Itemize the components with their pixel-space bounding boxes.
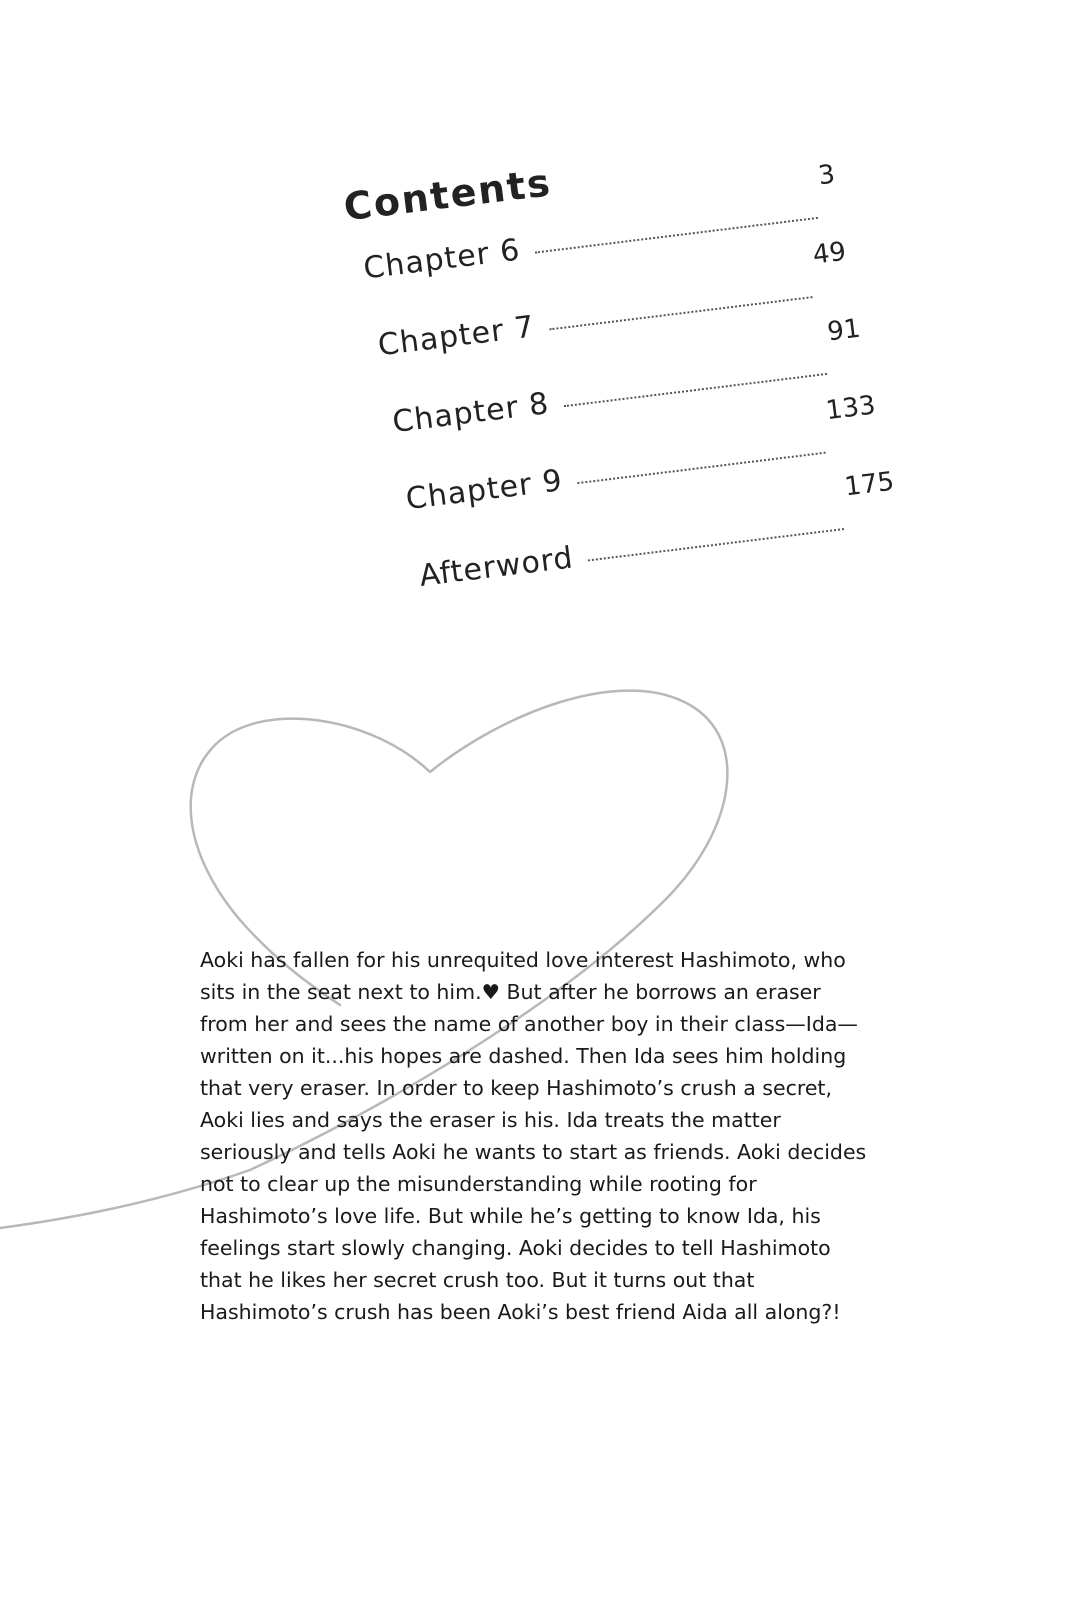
toc-dot-leader	[577, 452, 825, 484]
toc-dot-leader	[588, 528, 844, 561]
toc-entry-label: Chapter 8	[390, 386, 552, 441]
toc-dot-leader	[534, 217, 817, 254]
table-of-contents	[330, 107, 943, 642]
toc-page-number: 91	[825, 313, 863, 348]
toc-page-number: 49	[811, 236, 848, 271]
toc-entry-label: Chapter 6	[361, 232, 523, 287]
toc-page-number: 133	[824, 390, 878, 427]
toc-page-number: 175	[842, 466, 896, 503]
toc-dot-leader	[563, 373, 826, 407]
synopsis-paragraph: Aoki has fallen for his unrequited love interest Hashimoto, who sits in the seat next to him.♥ But after he borrows an eraser from her and sees the name of another boy in their class—Ida—written on it...his hopes are dashed. Then Ida sees him holding that very eraser. In order to keep Hashimoto’s crush a secret, Aoki lies and says the eraser is his. Ida treats the matter seriously and tells Aoki he wants to start as friends. Aoki decides not to clear up the misunderstanding while rooting for Hashimoto’s love life. But while he’s getting to know Ida, his feelings start slowly changing. Aoki decides to tell Hashimoto that he likes her secret crush too. But it turns out that Hashimoto’s crush has been Aoki’s best friend Aida all along?!	[200, 948, 867, 1324]
toc-entry-label: Afterword	[417, 540, 576, 594]
toc-dot-leader	[549, 296, 812, 330]
toc-page-number: 3	[816, 159, 837, 192]
toc-entry-label: Chapter 7	[376, 309, 537, 364]
toc-entry-label: Chapter 9	[403, 463, 565, 518]
toc-title: Contents	[341, 160, 555, 230]
